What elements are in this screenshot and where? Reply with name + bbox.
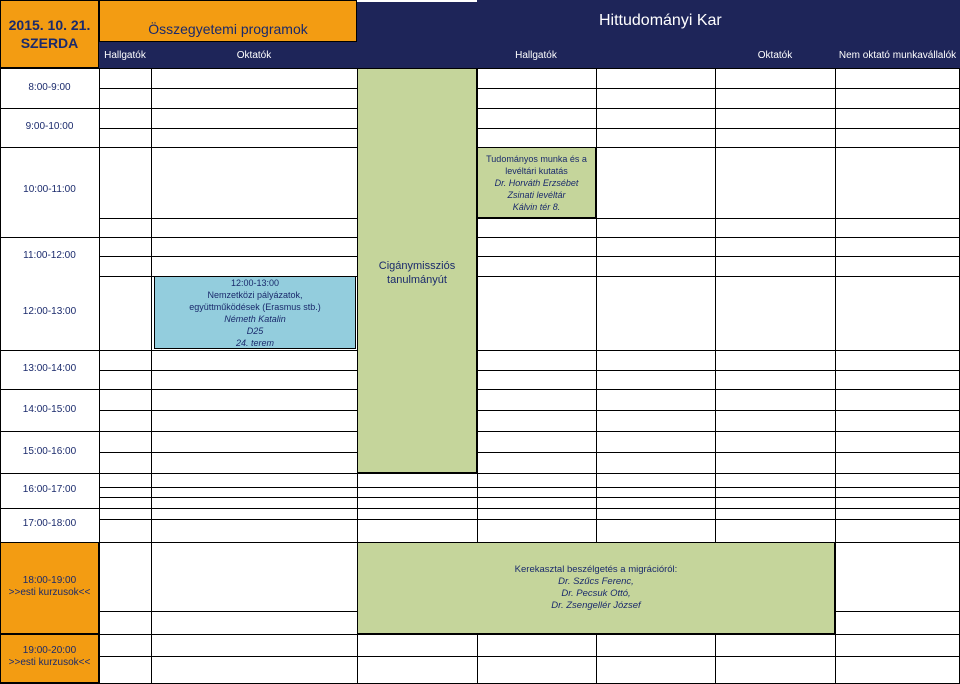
grid-line <box>99 656 960 657</box>
grid-line <box>0 634 960 635</box>
grid-line <box>99 88 960 89</box>
grid-line <box>0 389 960 390</box>
date-label: 2015. 10. 21. <box>8 17 91 33</box>
event-room: 24. terem <box>235 337 275 348</box>
grid-line <box>99 256 960 257</box>
event-speaker: Dr. Zsengellér József <box>551 600 641 611</box>
event-title: Nemzetközi pályázatok, együttműködések (Erasmus stb.) <box>189 289 321 312</box>
col-header-teachers-uni: Oktatók <box>151 42 357 68</box>
date-cell <box>0 0 99 68</box>
weekday-label: SZERDA <box>20 35 79 51</box>
grid-line <box>99 497 960 498</box>
time-label: 12:00-13:00 <box>22 306 77 317</box>
time-label: 15:00-16:00 <box>22 446 77 457</box>
grid-line <box>99 410 960 411</box>
grid-line <box>835 68 836 683</box>
col-header-students-fac: Hallgatók <box>357 42 715 68</box>
time-label-evening: 18:00-19:00 >>esti kurzusok<< <box>8 575 91 598</box>
event-title: Tudományos munka és a levéltári kutatás <box>486 153 587 176</box>
grid-line <box>99 128 960 129</box>
grid-line <box>0 508 960 509</box>
time-label: 17:00-18:00 <box>22 518 77 529</box>
grid-line <box>0 473 960 474</box>
time-label: 11:00-12:00 <box>23 250 76 261</box>
faculty-header-left <box>357 2 477 42</box>
event-time: 12:00-13:00 <box>230 277 280 288</box>
event-place: Zsinati levéltár <box>507 189 566 200</box>
event-speaker: Dr. Horváth Erzsébet <box>494 177 579 188</box>
grid-line <box>99 370 960 371</box>
grid-line <box>0 350 960 351</box>
grid-line <box>99 218 960 219</box>
event-roundtable[interactable] <box>357 542 835 634</box>
faculty-title: Hittudományi Kar <box>599 12 722 29</box>
grid-line <box>0 68 960 69</box>
event-research[interactable] <box>477 147 596 218</box>
grid-line <box>99 452 960 453</box>
grid-line <box>99 519 960 520</box>
col-header-students-uni: Hallgatók <box>99 42 151 68</box>
col-header-staff: Nem oktató munkavállalók <box>835 42 960 68</box>
event-speaker: Németh Katalin <box>224 313 286 324</box>
event-trip[interactable] <box>357 68 477 473</box>
time-label: 9:00-10:00 <box>25 121 74 132</box>
time-label: 14:00-15:00 <box>22 404 77 415</box>
col-header-teachers-fac: Oktatók <box>715 42 835 68</box>
time-label-evening: 19:00-20:00 >>esti kurzusok<< <box>8 645 91 668</box>
university-programs-title: Összegyetemi programok <box>148 21 308 37</box>
grid-line <box>0 237 960 238</box>
event-title: Cigánymissziós tanulmányút <box>378 260 456 286</box>
grid-line <box>99 68 100 683</box>
grid-line <box>0 431 960 432</box>
time-label: 10:00-11:00 <box>23 184 76 195</box>
event-intl[interactable] <box>154 276 356 349</box>
grid-line <box>0 108 960 109</box>
time-label: 8:00-9:00 <box>28 82 71 93</box>
university-programs-header <box>99 0 357 42</box>
event-title: Kerekasztal beszélgetés a migrációról: <box>514 564 678 575</box>
event-building: D25 <box>246 325 264 336</box>
faculty-header <box>477 0 960 42</box>
grid-line <box>99 487 960 488</box>
event-speaker: Dr. Szűcs Ferenc, <box>558 576 634 587</box>
grid-line <box>151 68 152 683</box>
event-address: Kálvin tér 8. <box>512 201 561 212</box>
time-label: 16:00-17:00 <box>22 484 77 495</box>
time-label: 13:00-14:00 <box>22 363 77 374</box>
event-speaker: Dr. Pecsuk Ottó, <box>561 588 631 599</box>
